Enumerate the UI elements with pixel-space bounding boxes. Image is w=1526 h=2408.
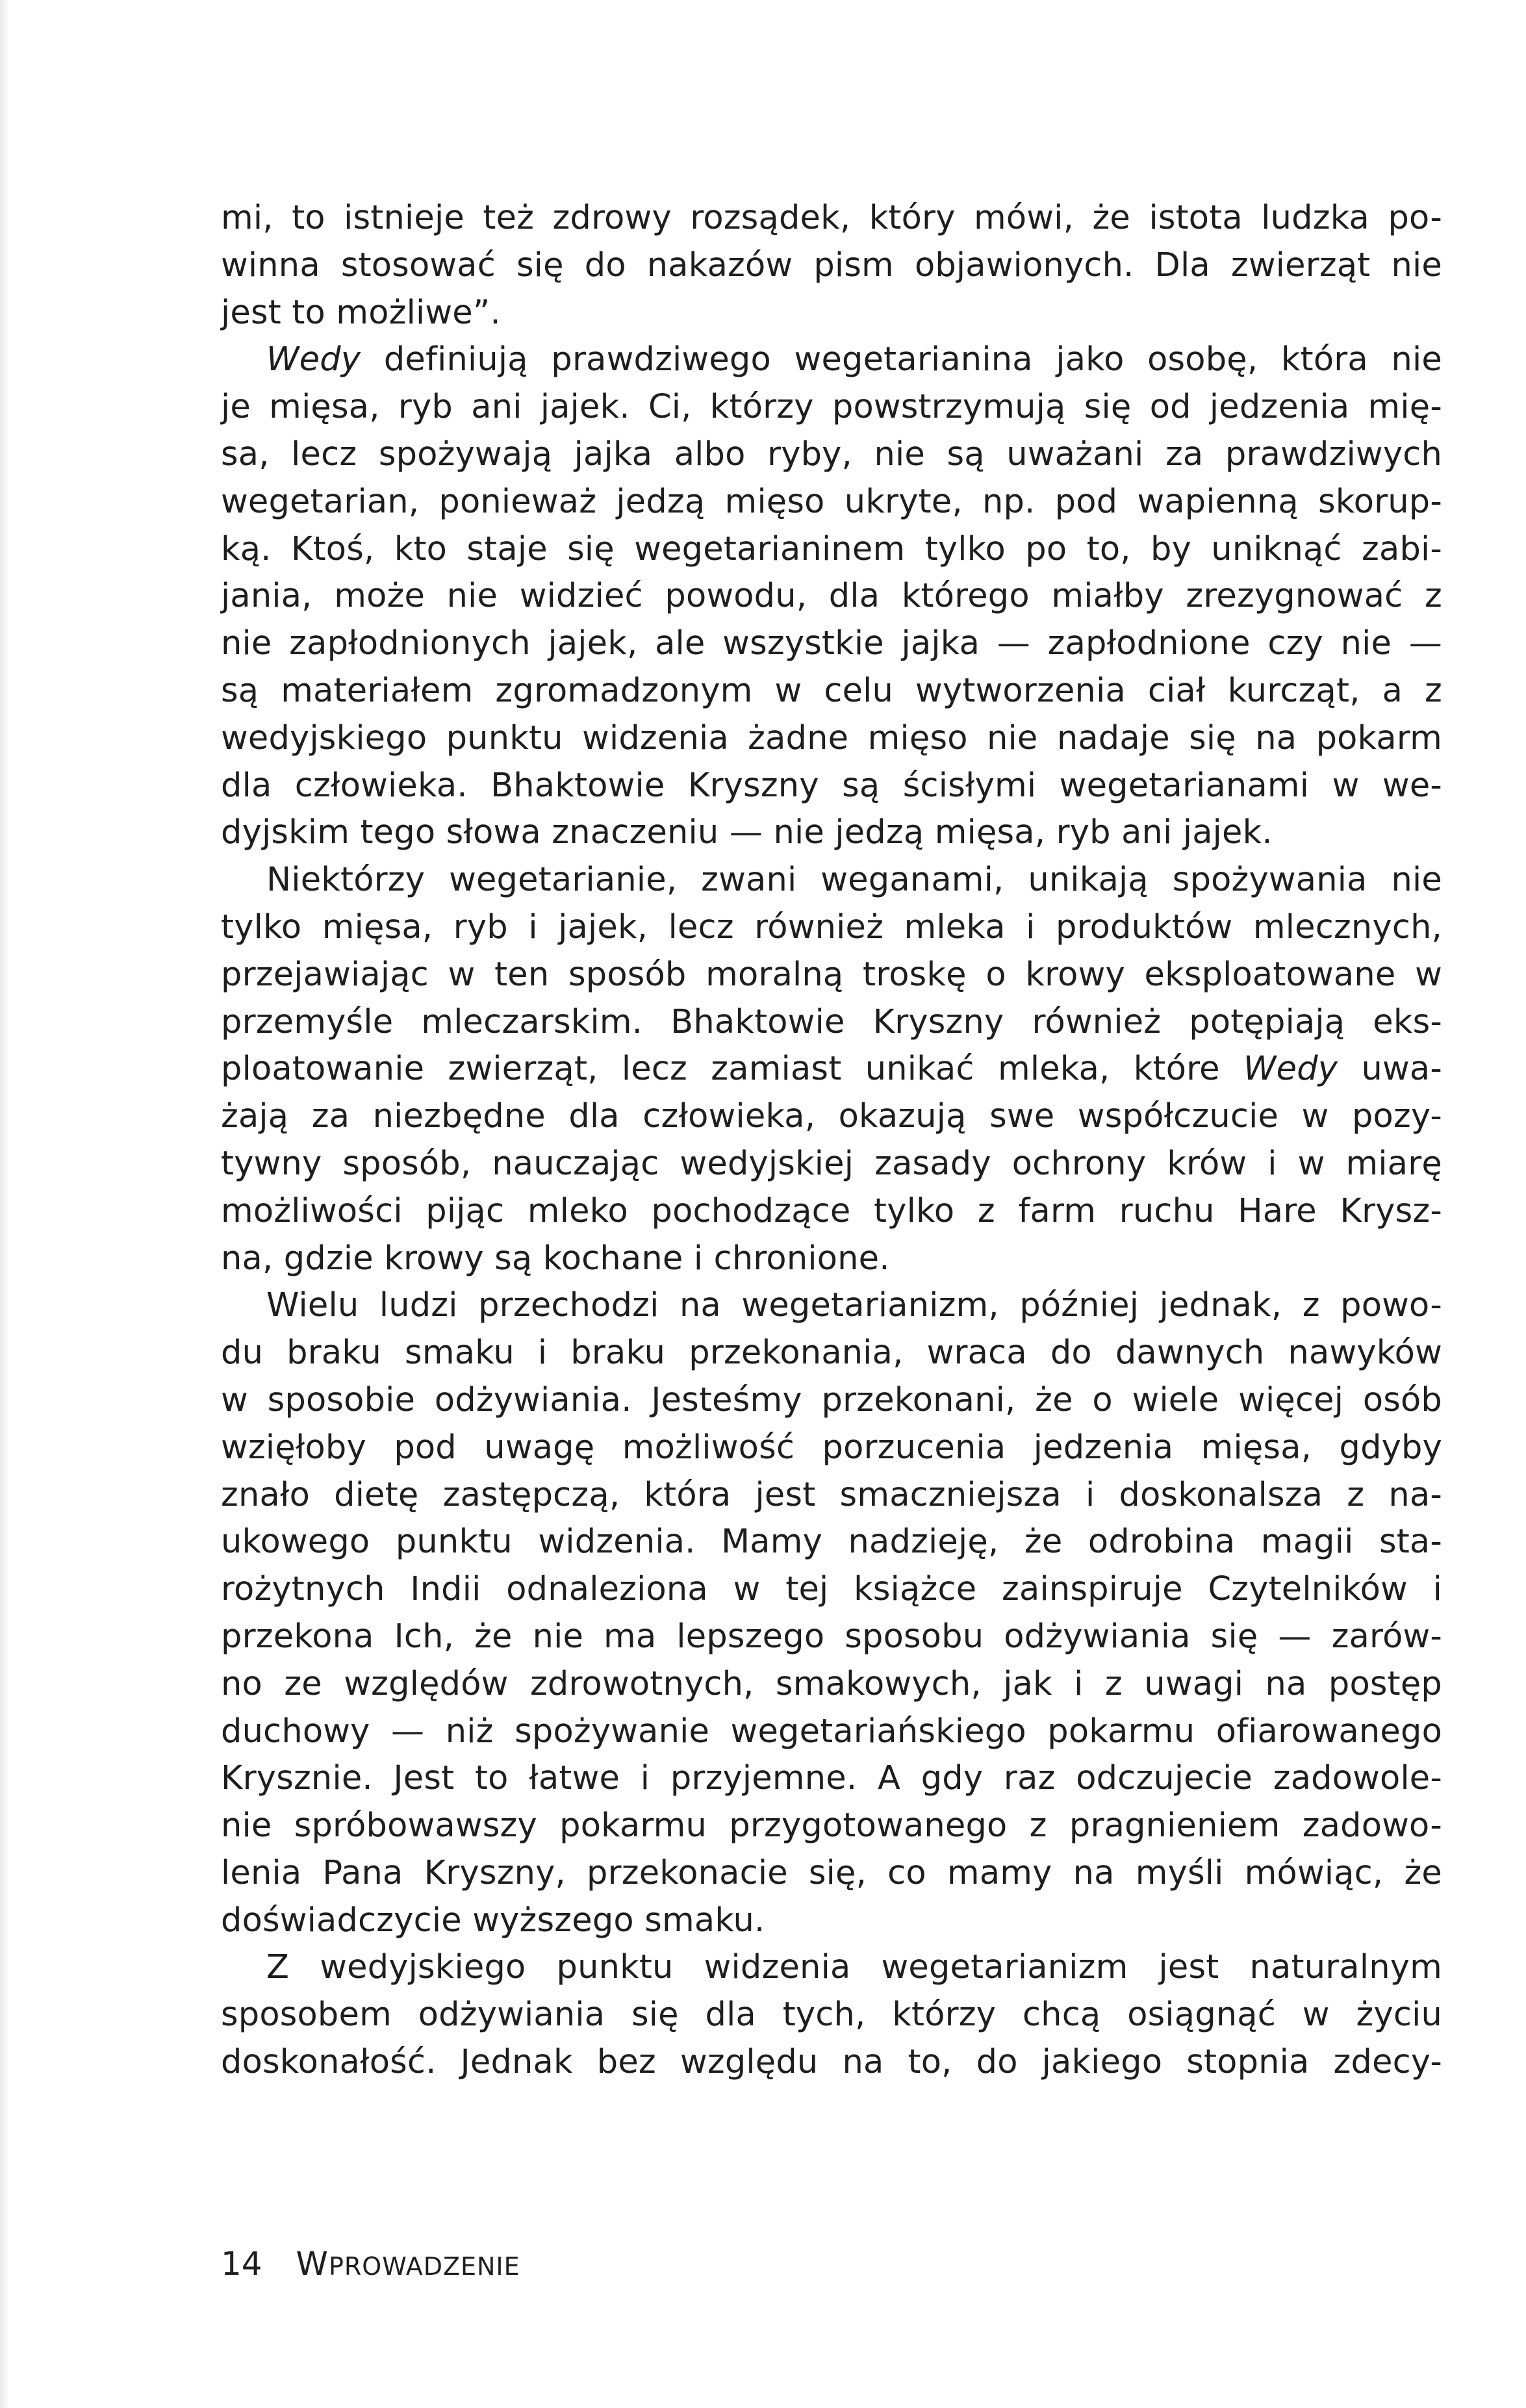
- page-footer: [221, 2244, 520, 2286]
- text-line: [221, 1330, 1442, 1377]
- text-line: [221, 668, 1442, 715]
- text-line: [221, 431, 1442, 479]
- text-segment: tylko mięsa, ryb i jajek, lecz również mleka i produktów mlecznych,: [221, 907, 1442, 946]
- running-head-rest: PROWADZENIE: [328, 2252, 520, 2281]
- page-spine-edge: [0, 0, 9, 2408]
- body-text: [221, 195, 1442, 2086]
- text-segment: jania, może nie widzieć powodu, dla którego miałby zrezygnować z: [221, 577, 1442, 616]
- text-segment: możliwości pijąc mleko pochodzące tylko z farm ruchu Hare Krysz-: [221, 1191, 1442, 1230]
- text-line: [221, 1803, 1442, 1850]
- text-segment: dla człowieka. Bhaktowie Kryszny są ścisłymi wegetarianami w we-: [221, 766, 1442, 805]
- running-head-initial: W: [296, 2245, 329, 2283]
- text-line: [221, 1566, 1442, 1614]
- italic-text: Wedy: [266, 340, 361, 379]
- text-segment: jest to możliwe”.: [221, 293, 501, 332]
- text-line: [221, 1282, 1442, 1330]
- text-segment: nie zapłodnionych jajek, ale wszystkie jajka — zapłodnione czy nie —: [221, 624, 1442, 663]
- paragraph: [221, 1944, 1442, 2086]
- text-segment: przekona Ich, że nie ma lepszego sposobu odżywiania się — zarów-: [221, 1617, 1442, 1656]
- text-segment: wegetarian, ponieważ jedzą mięso ukryte, np. pod wapienną skorup-: [221, 482, 1442, 521]
- text-segment: tywny sposób, nauczając wedyjskiej zasady ochrony krów i w miarę: [221, 1144, 1442, 1183]
- text-segment: znało dietę zastępczą, która jest smaczniejsza i doskonalsza z na-: [221, 1475, 1442, 1514]
- page-number: 14: [221, 2245, 262, 2283]
- text-line: [221, 1944, 1442, 1992]
- text-segment: są materiałem zgromadzonym w celu wytworzenia ciał kurcząt, a z: [221, 671, 1442, 710]
- text-line: [221, 1519, 1442, 1566]
- text-segment: lenia Pana Kryszny, przekonacie się, co mamy na myśli mówiąc, że: [221, 1853, 1442, 1892]
- text-segment: winna stosować się do nakazów pism objawionych. Dla zwierząt nie: [221, 246, 1442, 285]
- text-segment: Niektórzy wegetarianie, zwani weganami, unikają spożywania nie: [266, 861, 1442, 900]
- text-line: [221, 1046, 1442, 1093]
- text-line: [221, 526, 1442, 574]
- text-line: [221, 1708, 1442, 1756]
- text-segment: doskonałość. Jednak bez względu na to, do jakiego stopnia zdecy-: [221, 2043, 1442, 2082]
- text-segment: nie spróbowawszy pokarmu przygotowanego z pragnieniem zadowo-: [221, 1806, 1442, 1845]
- text-line: [221, 479, 1442, 526]
- text-line: [221, 857, 1442, 904]
- text-segment: sposobem odżywiania się dla tych, którzy chcą osiągnąć w życiu: [221, 1996, 1442, 2034]
- text-segment: uwa-: [1338, 1050, 1442, 1089]
- text-line: [221, 1093, 1442, 1141]
- text-line: [221, 2039, 1442, 2086]
- text-segment: doświadczycie wyższego smaku.: [221, 1901, 765, 1940]
- text-line: [221, 195, 1442, 242]
- text-segment: w sposobie odżywiania. Jesteśmy przekonani, że o wiele więcej osób: [221, 1380, 1442, 1419]
- text-segment: mi, to istnieje też zdrowy rozsądek, który mówi, że istota ludzka po-: [221, 199, 1442, 237]
- text-segment: wedyjskiego punktu widzenia żadne mięso nie nadaje się na pokarm: [221, 718, 1442, 757]
- text-segment: żają za niezbędne dla człowieka, okazują swe współczucie w pozy-: [221, 1097, 1442, 1136]
- text-segment: je mięsa, ryb ani jajek. Ci, którzy powstrzymują się od jedzenia mię-: [221, 388, 1442, 427]
- text-line: [221, 1897, 1442, 1945]
- text-segment: dyjskim tego słowa znaczeniu — nie jedzą mięsa, ryb ani jajek.: [221, 813, 1273, 852]
- text-line: [221, 952, 1442, 999]
- text-line: [221, 1425, 1442, 1472]
- text-line: [221, 809, 1442, 857]
- text-line: [221, 336, 1442, 384]
- text-line: [221, 1661, 1442, 1708]
- text-segment: duchowy — niż spożywanie wegetariańskiego pokarmu ofiarowanego: [221, 1712, 1442, 1751]
- paragraph: [221, 336, 1442, 857]
- text-line: [221, 1236, 1442, 1283]
- text-line: [221, 620, 1442, 668]
- text-line: [221, 1755, 1442, 1803]
- text-line: [221, 1992, 1442, 2039]
- text-line: [221, 1377, 1442, 1425]
- text-segment: rożytnych Indii odnaleziona w tej książce zainspiruje Czytelników i: [221, 1570, 1442, 1609]
- text-line: [221, 1188, 1442, 1236]
- text-segment: du braku smaku i braku przekonania, wraca do dawnych nawyków: [221, 1334, 1442, 1373]
- text-segment: ploatowanie zwierząt, lecz zamiast unikać mleka, które: [221, 1050, 1244, 1089]
- text-segment: na, gdzie krowy są kochane i chronione.: [221, 1239, 890, 1278]
- text-segment: Z wedyjskiego punktu widzenia wegetarianizm jest naturalnym: [266, 1948, 1442, 1987]
- paragraph: [221, 1282, 1442, 1944]
- text-line: [221, 1850, 1442, 1897]
- text-segment: Wielu ludzi przechodzi na wegetarianizm, później jednak, z powo-: [266, 1286, 1442, 1325]
- text-segment: sa, lecz spożywają jajka albo ryby, nie są uważani za prawdziwych: [221, 435, 1442, 474]
- text-segment: no ze względów zdrowotnych, smakowych, jak i z uwagi na postęp: [221, 1664, 1442, 1703]
- text-segment: przemyśle mleczarskim. Bhaktowie Kryszny również potępiają eks-: [221, 1002, 1442, 1041]
- italic-text: Wedy: [1243, 1050, 1338, 1089]
- text-line: [221, 1472, 1442, 1519]
- text-segment: przejawiając w ten sposób moralną troskę o krowy eksploatowane w: [221, 955, 1442, 994]
- text-line: [221, 290, 1442, 337]
- paragraph: [221, 857, 1442, 1282]
- text-line: [221, 715, 1442, 763]
- paragraph: [221, 195, 1442, 336]
- text-segment: wzięłoby pod uwagę możliwość porzucenia jedzenia mięsa, gdyby: [221, 1428, 1442, 1467]
- text-line: [221, 1614, 1442, 1661]
- text-line: [221, 904, 1442, 952]
- text-line: [221, 384, 1442, 431]
- text-line: [221, 573, 1442, 620]
- text-segment: ką. Ktoś, kto staje się wegetarianinem tylko po to, by uniknąć zabi-: [221, 529, 1442, 568]
- text-line: [221, 763, 1442, 810]
- text-line: [221, 999, 1442, 1046]
- text-segment: definiują prawdziwego wegetarianina jako osobę, która nie: [361, 340, 1442, 379]
- running-head: [296, 2244, 520, 2286]
- text-segment: Krysznie. Jest to łatwe i przyjemne. A gdy raz odczujecie zadowole-: [221, 1759, 1442, 1798]
- text-line: [221, 242, 1442, 290]
- text-segment: ukowego punktu widzenia. Mamy nadzieję, że odrobina magii sta-: [221, 1523, 1442, 1562]
- text-line: [221, 1141, 1442, 1188]
